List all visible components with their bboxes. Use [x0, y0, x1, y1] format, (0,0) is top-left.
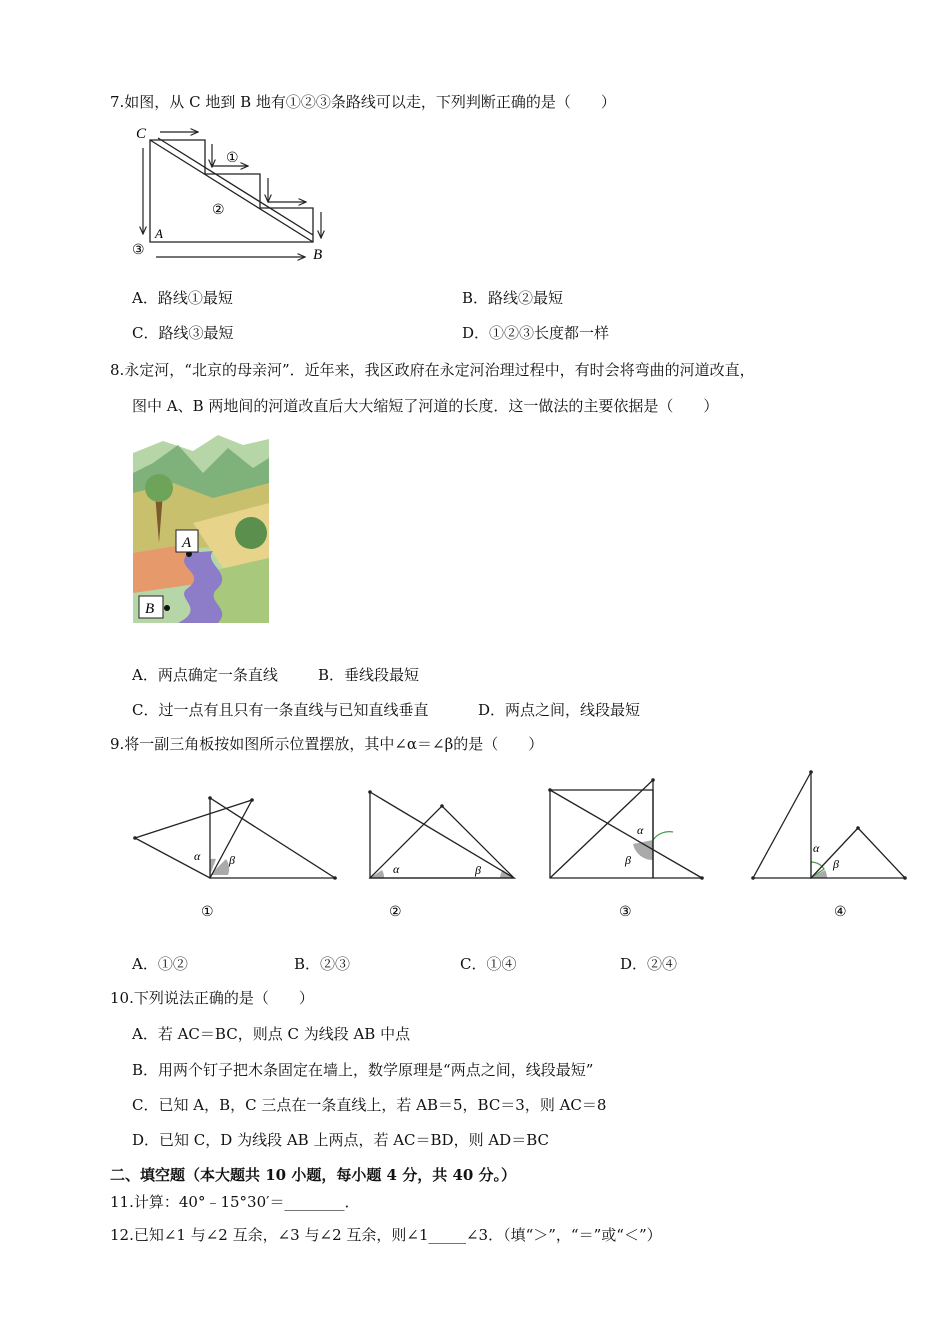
q9-fig2-beta: β: [475, 863, 481, 877]
section-2-heading: [110, 1165, 516, 1185]
q11-stem: 11.计算：40°﹣15°30′＝________．: [110, 1193, 360, 1211]
q7-option-b[interactable]: B．路线②最短: [462, 289, 564, 307]
q9-fig1-alpha: α: [194, 849, 201, 863]
q8-option-b[interactable]: B．垂线段最短: [318, 666, 420, 684]
q7-label-c: C: [136, 126, 147, 142]
q8-label-a: A: [182, 535, 192, 551]
q7-figure: [130, 122, 330, 262]
q7-option-c[interactable]: C．路线③最短: [132, 324, 234, 342]
q9-figure-3: [545, 770, 715, 920]
q7-route-2: ②: [212, 203, 225, 218]
q8-option-a[interactable]: A．两点确定一条直线: [132, 666, 278, 684]
q7-route-1: ①: [226, 151, 239, 166]
q7-stem: 7.如图，从 C 地到 B 地有①②③条路线可以走，下列判断正确的是（ ）: [110, 93, 616, 111]
q8-stem-line1: 8.永定河，“北京的母亲河”．近年来，我区政府在永定河治理过程中，有时会将弯曲的河道改直，: [110, 361, 755, 379]
q9-fig4-label: ④: [834, 905, 847, 920]
q9-option-d[interactable]: D．②④: [620, 955, 678, 973]
q8-river-illustration: [133, 433, 269, 623]
q10-option-c[interactable]: C．已知 A，B，C 三点在一条直线上，若 AB＝5，BC＝3，则 AC＝8: [132, 1096, 607, 1114]
section-2-note: （本大题共 10 小题，每小题 4 分，共 40 分。）: [185, 1166, 517, 1184]
q9-option-b[interactable]: B．②③: [294, 955, 351, 973]
q10-option-d[interactable]: D．已知 C，D 为线段 AB 上两点，若 AC＝BD，则 AD＝BC: [132, 1131, 549, 1149]
q8-option-d[interactable]: D．两点之间，线段最短: [478, 701, 641, 719]
q7-option-a[interactable]: A．路线①最短: [132, 289, 233, 307]
q8-stem-line2: 图中 A、B 两地间的河道改直后大大缩短了河道的长度．这一做法的主要依据是（ ）: [132, 397, 719, 415]
q9-fig2-alpha: α: [393, 862, 400, 876]
q9-fig1-beta: β: [229, 853, 235, 867]
q10-stem: 10.下列说法正确的是（ ）: [110, 989, 314, 1007]
q7-option-d[interactable]: D．①②③长度都一样: [462, 324, 610, 342]
q9-option-c[interactable]: C．①④: [460, 955, 517, 973]
q9-fig1-label: ①: [201, 905, 214, 920]
q9-fig4-beta: β: [833, 857, 839, 871]
q7-label-a: A: [155, 226, 163, 241]
q10-option-a[interactable]: A．若 AC＝BC，则点 C 为线段 AB 中点: [132, 1025, 411, 1043]
q9-figure-4: [745, 770, 915, 920]
q9-option-a[interactable]: A．①②: [132, 955, 188, 973]
q9-fig4-alpha: α: [813, 841, 820, 855]
q9-stem: 9.将一副三角板按如图所示位置摆放，其中∠α＝∠β的是（ ）: [110, 735, 544, 753]
q8-label-b: B: [145, 601, 155, 617]
q9-fig3-beta: β: [625, 853, 631, 867]
q9-figure-2: [360, 770, 530, 920]
q10-option-b[interactable]: B．用两个钉子把木条固定在墙上，数学原理是“两点之间，线段最短”: [132, 1061, 594, 1079]
q7-route-3: ③: [132, 243, 145, 258]
q7-label-b: B: [313, 247, 323, 263]
q12-stem: 12.已知∠1 与∠2 互余，∠3 与∠2 互余，则∠1_____∠3．（填“＞”，“＝”或“＜”）: [110, 1226, 662, 1244]
section-2-title: 二、填空题: [110, 1166, 186, 1184]
q9-fig3-alpha: α: [637, 823, 644, 837]
q8-option-c[interactable]: C．过一点有且只有一条直线与已知直线垂直: [132, 701, 429, 719]
q9-fig2-label: ②: [389, 905, 402, 920]
q9-fig3-label: ③: [619, 905, 632, 920]
q9-figure-1: [130, 770, 340, 920]
